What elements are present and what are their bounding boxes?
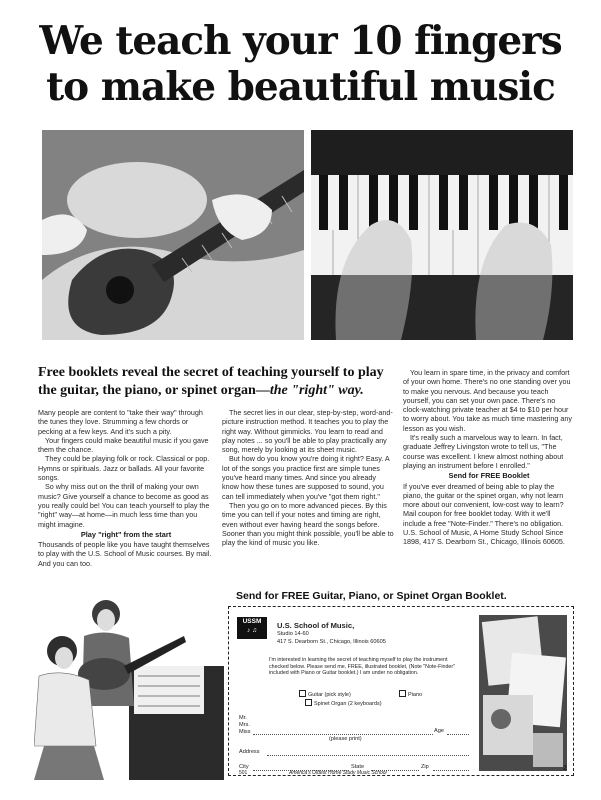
headline-line-2: to make beautiful music: [46, 64, 555, 110]
piano-option[interactable]: [399, 690, 422, 698]
headline-line-1: We teach your 10 fingers: [39, 18, 562, 64]
col1-heading: Play "right" from the start: [80, 529, 172, 539]
subhead: [38, 364, 398, 400]
age-label: Age: [434, 728, 444, 734]
coupon-instructions: I'm interested in learning the secret of teaching myself to play the instrument checked below. Please send me, FREE, illustrated booklet, (Note "Note-Finder" included with Piano or Guitar booklet.) I am under no obligation.: [269, 657, 456, 677]
zip-field[interactable]: [433, 770, 469, 771]
body-column-1: [38, 408, 214, 568]
col1-paragraph-1: Many people are content to "take their way" through the tunes they love. Strumming a few chords or pecking at a few keys. And it's such a pity.: [38, 408, 203, 436]
col3-paragraph-2: It's really such a marvelous way to learn. In fact, graduate Jeffrey Livingston wrote to tell us, "The course was excellent. I knew almost nothing about playing an instrument before I enrolled.": [403, 433, 564, 470]
headline: [0, 18, 601, 110]
col2-paragraph-2: But how do you know you're doing it right? Easy. A lot of the songs you practice first are simple tunes you've heard many times. And since you already know how these tunes are supposed to sound, you can tell immediately when you've "got them right.": [222, 454, 390, 501]
name-field[interactable]: [253, 734, 433, 735]
studio-line: Studio 14-60: [277, 631, 309, 637]
body-column-2: [222, 408, 394, 547]
subhead-main: Free booklets reveal the secret of teaching yourself to play the guitar, the piano, or spinet organ—: [38, 365, 384, 398]
guitar-checkbox[interactable]: [299, 690, 306, 697]
col1-paragraph-2: Your fingers could make beautiful music if you gave them the chance.: [38, 435, 209, 455]
coupon-code: 501: [239, 770, 248, 776]
miss-label: Miss: [239, 729, 251, 735]
address-label: Address: [239, 749, 260, 755]
please-print-note: (please print): [329, 736, 362, 742]
col1-paragraph-4: So why miss out on the thrill of making your own music? Give yourself a chance to become as good as you really could be! You can teach yourself to play the "right" way—at home—in much less time than you might imagine.: [38, 482, 210, 529]
guitar-photo: [42, 130, 304, 340]
zip-label: Zip: [421, 764, 429, 770]
organ-label: Spinet Organ (2 keyboards): [314, 701, 382, 707]
guitar-label: Guitar (pick style): [308, 692, 351, 698]
booklet-covers-image: [479, 615, 567, 771]
school-address: 417 S. Dearborn St., Chicago, Illinois 60605: [277, 639, 386, 645]
guitar-option[interactable]: [299, 690, 351, 698]
school-tagline: America's Oldest Home Study Music School: [289, 770, 387, 776]
col3-paragraph-1: You learn in spare time, in the privacy and comfort of your own home. There's no one standing over you to make you nervous. And because you teach yourself, you can set your own pace. There's no clock-watching private teacher at $4 to $10 per hour to worry about. You take as much time mastering any lesson as you wish.: [403, 368, 572, 433]
city-label: City: [239, 764, 249, 770]
organ-option[interactable]: [305, 699, 382, 707]
body-column-3: [403, 368, 575, 547]
logo-text: USSM: [242, 618, 262, 625]
mrs-label: Mrs.: [239, 722, 250, 728]
col2-paragraph-3: Then you go on to more advanced pieces. By this time you can tell if your notes and timing are right, even without ever having heard the songs before. Sooner than you might think possible, you'll be able to play the kind of music you like.: [222, 500, 394, 548]
col3-heading: Send for FREE Booklet: [448, 471, 530, 481]
piano-checkbox[interactable]: [399, 690, 406, 697]
page-number: 2: [563, 765, 567, 772]
ussm-logo: USSM ♪ ♫: [237, 617, 267, 639]
subhead-emphasis: the "right" way.: [269, 383, 364, 398]
col1-paragraph-5: Thousands of people like you have taught themselves to play with the U.S. School of Music courses. By mail. And you can too.: [38, 540, 212, 568]
address-field[interactable]: [267, 755, 469, 756]
school-name: U.S. School of Music,: [277, 621, 355, 630]
mr-label: Mr.: [239, 715, 247, 721]
col3-paragraph-3: If you've ever dreamed of being able to play the piano, the guitar or the spinet organ, why not learn more about our convenient, low-cost way to learn? Mail coupon for free booklet today. With it we'll include a free "Note-Finder." There's no obligation. U.S. School of Music, A Home Study School Since 1898, 417 S. Dearborn St., Chicago, Illinois 60605.: [403, 481, 565, 547]
order-coupon[interactable]: [228, 606, 574, 776]
col1-paragraph-3: They could be playing folk or rock. Classical or pop. Hymns or spirituals. Jazz or ballads. All your favorite songs.: [38, 454, 210, 483]
age-field[interactable]: [447, 734, 469, 735]
send-title: Send for FREE Guitar, Piano, or Spinet Organ Booklet.: [236, 590, 507, 602]
family-piano-photo: [34, 596, 224, 780]
piano-label: Piano: [408, 692, 423, 698]
organ-checkbox[interactable]: [305, 699, 312, 706]
state-label: State: [351, 764, 365, 770]
piano-photo: [311, 130, 573, 340]
col2-paragraph-1: The secret lies in our clear, step-by-step, word-and-picture instruction method. It teaches you to play the right way. Without gimmicks. You learn to read and play notes ... so you'll be able to play practically any song, merely by looking at its sheet music.: [222, 408, 393, 455]
